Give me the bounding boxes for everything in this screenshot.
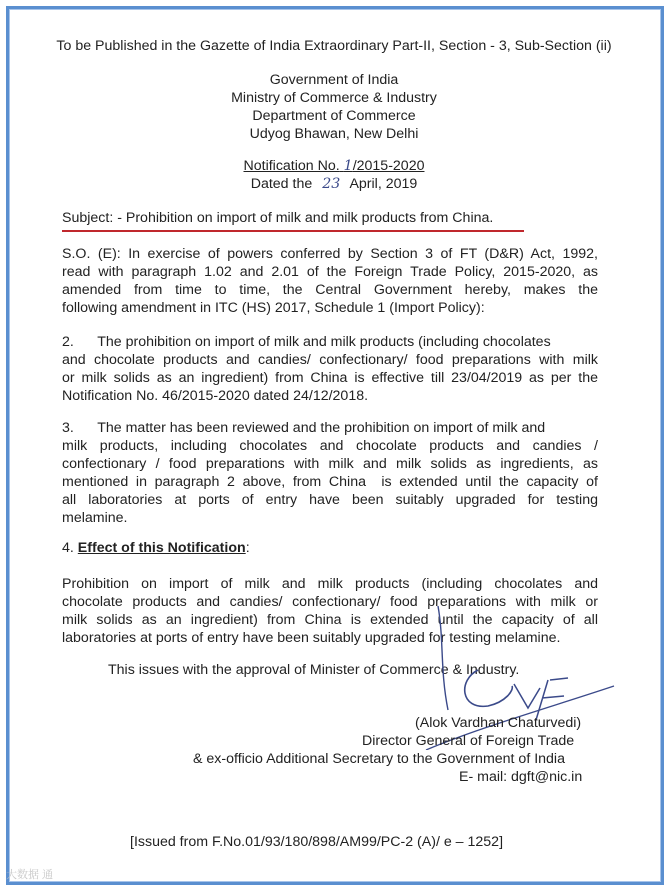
paragraph-4-heading <box>62 540 250 557</box>
issued-from-reference: [Issued from F.No.01/93/180/898/AM99/PC-2 (A)/ e – 1252] <box>130 834 504 850</box>
so-line-2: read with paragraph 1.02 and 2.01 of the Foreign Trade Policy, 2015-2020, as <box>62 264 598 280</box>
para2-line-4: Notification No. 46/2015-2020 dated 24/12/2018. <box>62 388 369 404</box>
approval-line: This issues with the approval of Minister of Commerce & Industry. <box>108 662 520 678</box>
authority-line-1: Government of India <box>269 72 399 88</box>
effect-line-1: Prohibition on import of milk and milk products (including chocolates and <box>62 576 598 592</box>
para3-line-5: all laboratories at ports of entry have been suitably upgraded for testing <box>62 492 598 508</box>
para3-line-1: 3. The matter has been reviewed and the prohibition on import of milk and <box>62 420 546 436</box>
signatory-email: E- mail: dgft@nic.in <box>459 769 583 785</box>
signatory-title-2: & ex-officio Additional Secretary to the Government of India <box>193 751 565 767</box>
dated-suffix: April, 2019 <box>349 176 418 192</box>
signatory-name: (Alok Vardhan Chaturvedi) <box>415 715 582 731</box>
para3-line-4: mentioned in paragraph 2 above, from China is extended until the capacity of <box>62 474 598 490</box>
handwritten-day: 23 <box>322 176 341 192</box>
para4-colon: : <box>245 540 250 556</box>
subject-red-underline <box>62 230 524 232</box>
effect-line-3: milk solids as an ingredient) from China is extended until the capacity of all <box>62 612 598 628</box>
notification-handwritten-number: 1 <box>343 158 353 174</box>
authority-line-2: Ministry of Commerce & Industry <box>231 90 437 106</box>
authority-line-4: Udyog Bhawan, New Delhi <box>249 126 419 142</box>
source-watermark: 大数据 通 <box>6 869 54 881</box>
gazette-header: To be Published in the Gazette of India Extraordinary Part-II, Section - 3, Sub-Section (ii) <box>56 38 612 54</box>
notification-date <box>0 176 668 193</box>
so-line-4: following amendment in ITC (HS) 2017, Schedule 1 (Import Policy): <box>62 300 485 316</box>
so-line-3: amended from time to time, the Central Government hereby, makes the <box>62 282 598 298</box>
para3-line-3: confectionary / food preparations with milk and milk solids as ingredients, as <box>62 456 598 472</box>
authority-line-3: Department of Commerce <box>252 108 416 124</box>
effect-line-4: laboratories at ports of entry have been suitably upgraded for testing melamine. <box>62 630 561 646</box>
so-line-1: S.O. (E): In exercise of powers conferred by Section 3 of FT (D&R) Act, 1992, <box>62 246 598 262</box>
para2-line-3: or milk solids as an ingredient) from China is effective till 23/04/2019 as per the <box>62 370 598 386</box>
para2-line-2: and chocolate products and candies/ confectionary/ food preparations with milk <box>62 352 598 368</box>
dated-prefix: Dated the <box>250 176 313 192</box>
notification-number <box>0 158 668 175</box>
para3-line-2: milk products, including chocolates and chocolate products and candies / <box>62 438 598 454</box>
subject-line: Subject: - Prohibition on import of milk and milk products from China. <box>62 210 494 226</box>
signatory-title: Director General of Foreign Trade <box>362 733 575 749</box>
para3-line-6: melamine. <box>62 510 128 526</box>
para4-heading-text: Effect of this Notification <box>77 540 246 556</box>
para2-line-1: 2. The prohibition on import of milk and milk products (including chocolates <box>62 334 551 350</box>
notification-prefix: Notification No. <box>243 158 340 174</box>
para4-number: 4. <box>62 540 74 556</box>
notification-suffix: /2015-2020 <box>352 158 425 174</box>
effect-line-2: chocolate products and candies/ confectionary/ food preparations with milk or <box>62 594 598 610</box>
